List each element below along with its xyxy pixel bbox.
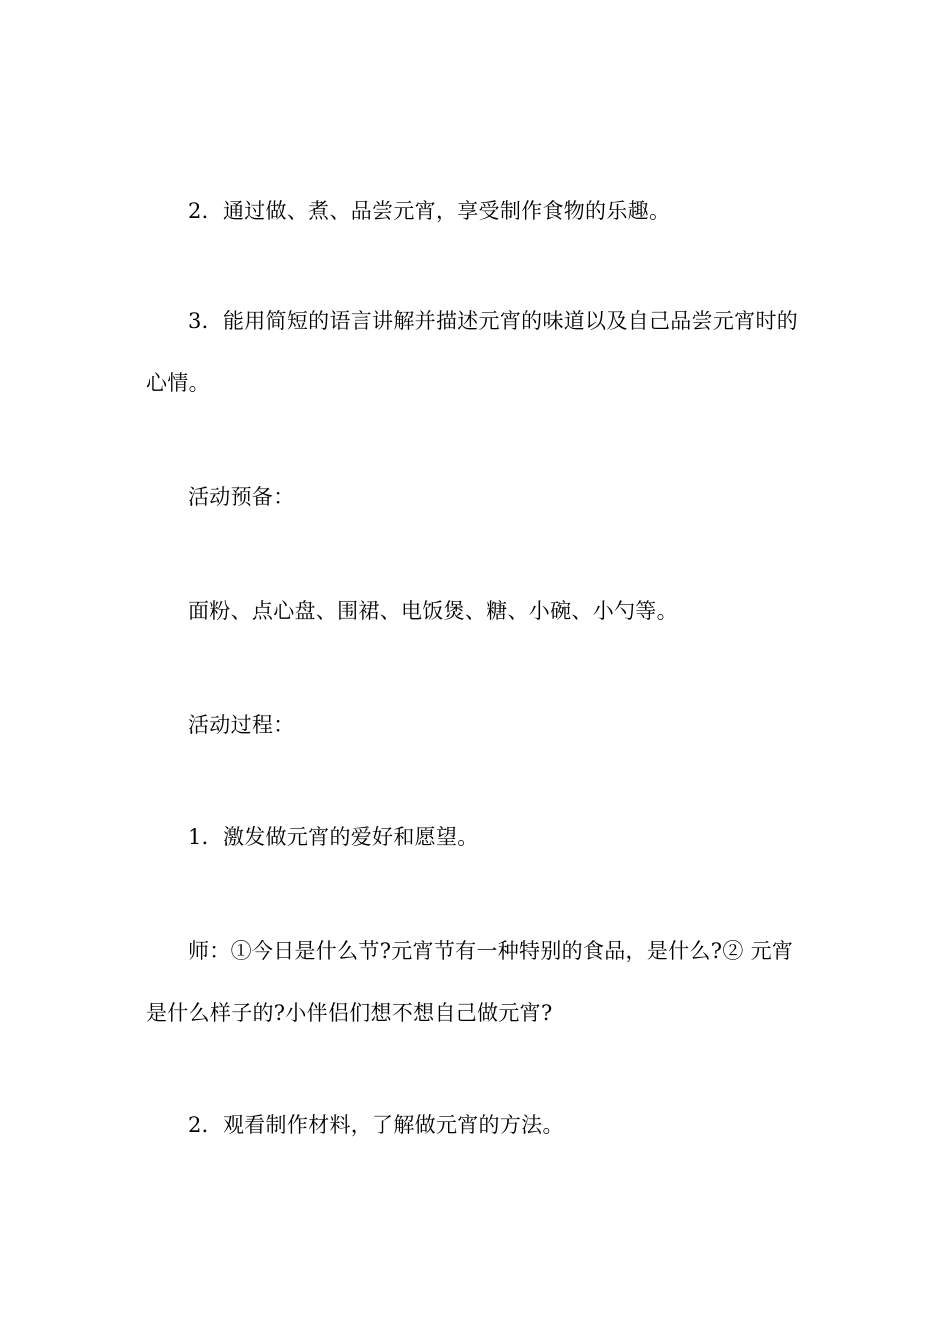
heading-activity-preparation: 活动预备： xyxy=(188,485,295,509)
paragraph-goal-2: 2．通过做、煮、品尝元宵，享受制作食物的乐趣。 xyxy=(188,199,671,223)
paragraph-step-2: 2．观看制作材料，了解做元宵的方法。 xyxy=(188,1113,564,1137)
paragraph-goal-3: 3．能用简短的语言讲解并描述元宵的味道以及自己品尝元宵时的心情。 xyxy=(146,309,799,395)
paragraph-teacher-dialogue: 师：①今日是什么节?元宵节有一种特别的食品，是什么?② 元宵是什么样子的?小伴侣们想不想自己做元宵? xyxy=(146,939,794,1025)
heading-activity-process: 活动过程： xyxy=(188,713,295,737)
paragraph-materials: 面粉、点心盘、围裙、电饭煲、糖、小碗、小勺等。 xyxy=(188,599,678,623)
paragraph-step-1: 1．激发做元宵的爱好和愿望。 xyxy=(188,825,479,849)
